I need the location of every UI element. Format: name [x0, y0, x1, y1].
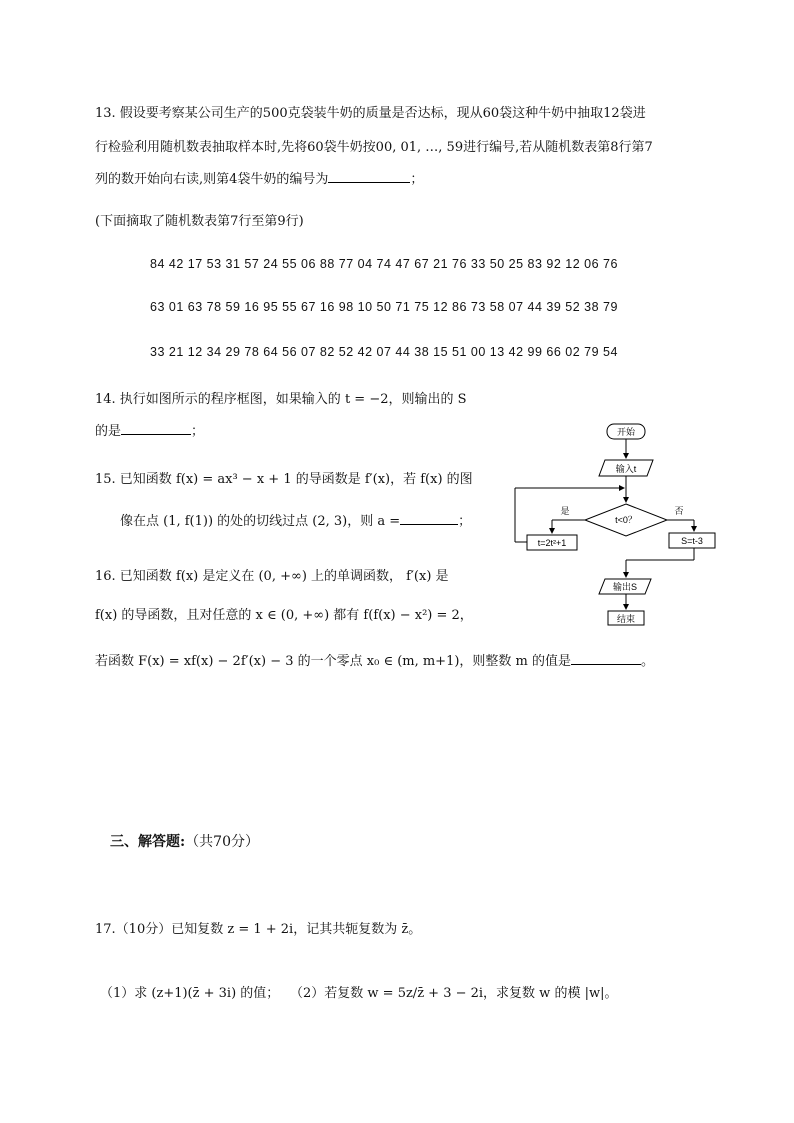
section3-score: （共70分） [185, 834, 259, 850]
q17-part1: （1）求 (z+1)(z̄ + 3i) 的值； [100, 986, 280, 1001]
q16-line1: 16. 已知函数 f(x) 是定义在 (0, +∞) 上的单调函数， f′(x) 是 [95, 569, 449, 584]
q15-line1: 15. 已知函数 f(x) = ax³ − x + 1 的导函数是 f′(x)，若 f(x) 的图 [95, 472, 473, 487]
random-table-row-7: 84 42 17 53 31 57 24 55 06 88 77 04 74 47 67 21 76 33 50 25 83 92 12 06 76 [150, 257, 618, 271]
flow-no-label: 否 [674, 506, 684, 516]
section3-title: 三、解答题: [110, 834, 186, 850]
q13-line3-text: 列的数开始向右读,则第4袋牛奶的编号为 [95, 172, 329, 187]
q17-part2: （2）若复数 w = 5z/z̄ + 3 − 2i，求复数 w 的模 |w|。 [290, 986, 618, 1001]
q13-line1: 13. 假设要考察某公司生产的500克袋装牛奶的质量是否达标，现从60袋这种牛奶中抽取12袋进 [95, 106, 646, 121]
random-table-row-9: 33 21 12 34 29 78 64 56 07 82 52 42 07 44 38 15 51 00 13 42 99 66 02 79 54 [150, 345, 618, 359]
flow-input-label: 输入t [615, 464, 637, 474]
q14-line2-end: ； [191, 424, 205, 439]
q15-line2-end: ； [458, 514, 472, 529]
q15-answer-blank [400, 512, 458, 525]
q13-line3 [95, 168, 423, 187]
flow-output-label: 输出S [612, 582, 638, 592]
q13-table-caption: (下面摘取了随机数表第7行至第9行) [95, 214, 304, 229]
q16-line2: f(x) 的导函数，且对任意的 x ∈ (0, +∞) 都有 f(f(x) − x²) = 2， [95, 608, 473, 623]
q17-line1: 17.（10分）已知复数 z = 1 + 2i，记其共轭复数为 z̄。 [95, 922, 422, 937]
q16-line3-end: 。 [641, 654, 655, 669]
flow-decision-label: t<0？ [615, 515, 637, 525]
q13-line2: 行检验利用随机数表抽取样本时,先将60袋牛奶按00, 01, …, 59进行编号,若从随机数表第8行第7 [95, 140, 653, 155]
q16-answer-blank [571, 652, 641, 665]
q14-line1: 14. 执行如图所示的程序框图，如果输入的 t = −2，则输出的 S [95, 392, 467, 407]
q13-answer-blank [328, 170, 410, 183]
q15-line2-text: 像在点 (1, f(1)) 的处的切线过点 (2, 3)，则 a = [120, 514, 401, 529]
q14-line2 [95, 420, 204, 439]
flowchart [505, 420, 725, 630]
flow-yes-box-label: t=2t²+1 [537, 538, 567, 548]
flow-start-label: 开始 [616, 427, 636, 437]
flow-end-label: 结束 [616, 614, 636, 624]
q16-line3-text: 若函数 F(x) = xf(x) − 2f′(x) − 3 的一个零点 x₀ ∈ (m, m+1)，则整数 m 的值是 [95, 654, 572, 669]
q15-line2 [120, 510, 471, 529]
q14-answer-blank [121, 422, 191, 435]
q14-line2-text: 的是 [95, 424, 122, 439]
section3-heading [110, 831, 259, 851]
q13-line3-end: ； [410, 172, 424, 187]
random-table-row-8: 63 01 63 78 59 16 95 55 67 16 98 10 50 71 75 12 86 73 58 07 44 39 52 38 79 [150, 300, 618, 314]
q16-line3 [95, 650, 654, 669]
flow-yes-label: 是 [560, 506, 570, 516]
flow-no-box-label: S=t-3 [681, 536, 703, 546]
